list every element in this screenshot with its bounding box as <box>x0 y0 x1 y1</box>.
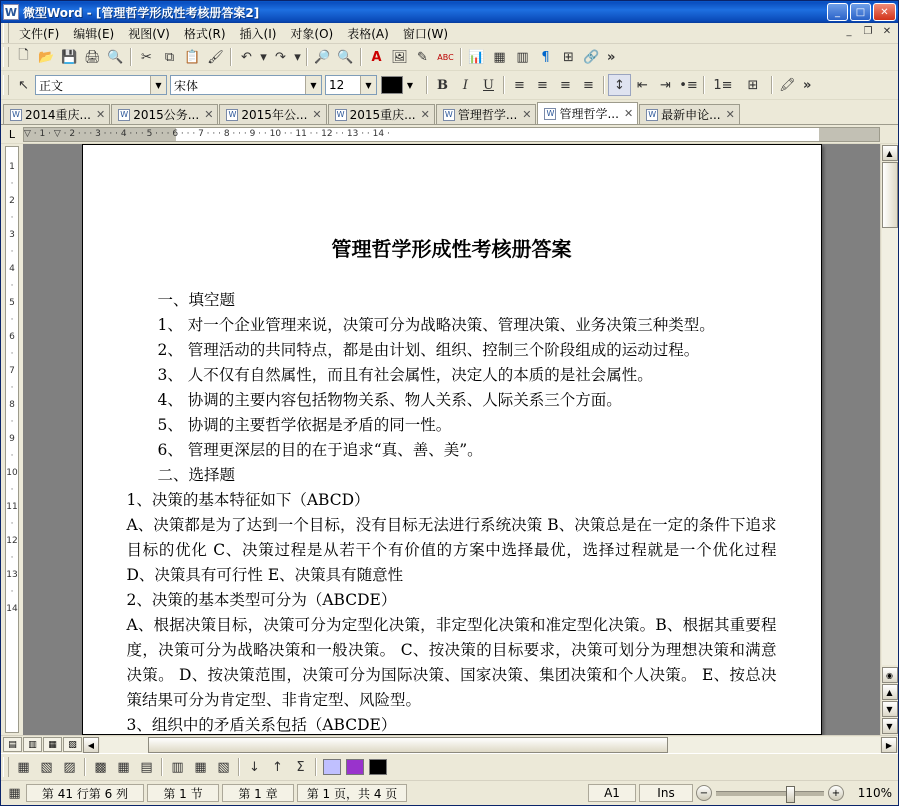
close-icon[interactable]: ✕ <box>623 107 634 120</box>
scroll-left-icon[interactable]: ◀ <box>83 737 99 753</box>
fill-color-swatch <box>323 759 341 775</box>
drawbar-separator <box>84 758 86 776</box>
borders-button[interactable]: ⊞ <box>747 77 759 93</box>
drawbar-separator <box>238 758 240 776</box>
close-icon[interactable]: ✕ <box>725 108 735 121</box>
normal-view-button[interactable]: ▤ <box>3 737 22 752</box>
paragraph-fill-3: 3、 人不仅有自然属性，而且有社会属性，决定人的本质的是社会属性。 <box>157 366 653 384</box>
word-doc-icon: W <box>118 109 130 121</box>
page-content[interactable] <box>127 233 777 735</box>
format-painter-icon[interactable]: 🖌 <box>207 49 224 65</box>
font-size-combobox[interactable] <box>325 75 377 95</box>
border-color-button[interactable] <box>366 756 389 778</box>
underline-button[interactable]: U <box>483 77 494 93</box>
document-tab-7[interactable] <box>639 104 740 124</box>
chevron-down-icon[interactable]: ▼ <box>150 76 166 94</box>
text-box-icon[interactable]: A <box>371 49 382 65</box>
font-color-swatch <box>381 76 403 94</box>
document-tab-label: 2015重庆... <box>349 108 416 122</box>
table-align-icon[interactable]: ▤ <box>140 759 153 775</box>
pencil-icon[interactable]: ✎ <box>417 49 428 65</box>
copy-icon[interactable]: ⧉ <box>164 49 175 65</box>
paragraph-choice-2-options: A、根据决策目标，决策可分为定型化决策，非定型化决策和准定型化决策。B、根据其重要程度，决策可分为战略决策和一般决策。 C、按决策的目标要求，决策可划分为理想决策和满意决策。 D、按决策范围，决策可分为国际决策、国家决策、集团决策和个人决策。 E、按总决策结果可分为肯定型、非肯定型、风险型。 <box>126 616 777 709</box>
undo-dropdown-icon[interactable]: ▾ <box>260 49 267 65</box>
chapter-number-status: 第 1 章 <box>222 784 294 802</box>
vruler-num-11: 11 <box>6 502 18 512</box>
menubar-grip[interactable] <box>3 23 9 43</box>
close-icon[interactable]: ✕ <box>420 108 430 121</box>
insert-chart-icon[interactable]: 📊 <box>468 49 485 65</box>
title-bar <box>1 1 898 23</box>
print-preview-icon[interactable]: 🔍 <box>107 49 124 65</box>
paragraph-section-1: 一、填空题 <box>157 291 236 309</box>
table-split-icon[interactable]: ▦ <box>117 759 130 775</box>
header-footer-icon[interactable]: ⊞ <box>563 49 574 65</box>
window-title: 微型Word - [管理哲学形成性考核册答案2] <box>23 5 260 20</box>
document-window-controls <box>841 24 895 39</box>
document-tab-6-active[interactable] <box>537 102 638 124</box>
paste-icon[interactable]: 📋 <box>184 49 201 65</box>
cut-icon[interactable]: ✂ <box>141 49 152 65</box>
new-document-icon[interactable]: 🗋 <box>18 48 29 63</box>
document-tab-2[interactable] <box>111 104 218 124</box>
menu-view[interactable]: 视图(V) <box>128 26 170 41</box>
paragraph-fill-5: 5、 协调的主要哲学依据是矛盾的同一性。 <box>157 416 452 434</box>
open-document-icon[interactable]: 📂 <box>38 49 55 65</box>
toolbar-separator <box>460 48 462 66</box>
drawbar-separator <box>315 758 317 776</box>
zoom-control[interactable] <box>696 785 892 801</box>
table-sort-asc-icon[interactable]: ↓ <box>249 759 260 775</box>
font-value: 宋体 <box>174 78 199 93</box>
scroll-right-icon[interactable]: ▶ <box>881 737 897 753</box>
save-document-icon[interactable]: 💾 <box>61 49 78 65</box>
document-tab-label: 2014重庆... <box>25 108 91 122</box>
menu-object[interactable]: 对象(O) <box>290 26 334 41</box>
formatbar-overflow-icon[interactable]: » <box>803 77 812 93</box>
zoom-level-value: 110% <box>857 786 892 800</box>
paragraph-fill-2: 2、 管理活动的共同特点，都是由计划、组织、控制三个阶段组成的运动过程。 <box>157 341 700 359</box>
view-buttons <box>3 737 83 752</box>
word-doc-icon: W <box>544 108 556 120</box>
scroll-down-icon[interactable]: ▼ <box>882 718 898 734</box>
line-color-button[interactable] <box>343 756 366 778</box>
vertical-scrollbar[interactable] <box>880 144 898 735</box>
close-icon[interactable]: ✕ <box>95 108 106 121</box>
table-grid-icon[interactable]: ▦ <box>17 759 30 775</box>
line-color-swatch <box>346 759 364 775</box>
word-doc-icon: W <box>646 109 658 121</box>
cell-reference-status: A1 <box>588 784 636 802</box>
show-marks-icon[interactable]: ¶ <box>541 49 550 65</box>
menu-insert[interactable]: 插入(I) <box>239 26 277 41</box>
horizontal-scroll-track[interactable] <box>100 737 880 753</box>
vertical-ruler-scale: 1 · 2 · 3 · 4 · 5 · 6 · 7 · 8 · 9 · 10 · 11 · 12 · 13 · 14 <box>5 146 19 733</box>
highlight-button[interactable]: 🖍 <box>779 77 796 93</box>
vruler-num-8: 8 <box>9 400 15 410</box>
status-bar <box>1 780 898 805</box>
paragraph-fill-6: 6、 管理更深层的目的在于追求“真、善、美”。 <box>157 441 483 459</box>
table-draw-icon[interactable]: ▧ <box>40 759 53 775</box>
formatbar-separator <box>503 76 505 94</box>
insert-image-icon[interactable]: 🖼 <box>391 49 408 65</box>
menu-bar <box>1 23 898 44</box>
menu-format[interactable]: 格式(R) <box>183 26 226 41</box>
zoom-slider-thumb[interactable] <box>786 786 795 803</box>
vruler-num-4: 4 <box>9 264 15 274</box>
standard-toolbar <box>1 44 898 71</box>
numbering-button[interactable]: 1≡ <box>713 77 733 93</box>
redo-icon[interactable]: ↷ <box>275 49 286 65</box>
outline-view-button[interactable]: ▧ <box>63 737 82 752</box>
print-icon[interactable]: 🖨 <box>84 49 101 65</box>
drawbar-separator <box>161 758 163 776</box>
increase-indent-button[interactable]: ⇥ <box>660 77 671 93</box>
ruler-row <box>1 125 898 144</box>
vruler-num-2: 2 <box>9 196 15 206</box>
vertical-scroll-thumb[interactable] <box>882 162 898 228</box>
bold-button[interactable]: B <box>437 77 448 93</box>
document-tab-4[interactable] <box>328 104 435 124</box>
paragraph-choice-1: 1、决策的基本特征如下（ABCD） <box>126 491 370 509</box>
document-tab-label: 2015公务... <box>133 108 200 122</box>
document-tab-label: 2015年公... <box>241 108 308 122</box>
hyperlink-icon[interactable]: 🔗 <box>583 49 600 65</box>
decrease-indent-button[interactable]: ⇤ <box>637 77 648 93</box>
menu-edit[interactable]: 编辑(E) <box>73 26 115 41</box>
document-heading: 管理哲学形成性考核册答案 <box>331 237 572 261</box>
main-area <box>1 144 898 735</box>
cursor-position-status: 第 41 行第 6 列 <box>26 784 144 802</box>
formatbar-separator <box>603 76 605 94</box>
vruler-num-7: 7 <box>9 366 15 376</box>
document-tab-label: 管理哲学... <box>457 108 518 122</box>
table-distribute-rows-icon[interactable]: ▥ <box>171 759 184 775</box>
ruler-tick-labels: ▽ · 1 · ▽ · 2 · · · 3 · · · 4 · · · 5 · · · 6 · · · 7 · · · 8 · · · 9 · · 10 · · 11 · · 12 · · 13 · · 14 · <box>24 128 390 139</box>
vertical-ruler[interactable] <box>1 144 23 735</box>
vruler-num-13: 13 <box>6 570 18 580</box>
table-distribute-cols-icon[interactable]: ▦ <box>194 759 207 775</box>
toolbar-separator <box>360 48 362 66</box>
paragraph-choice-3: 3、组织中的矛盾关系包括（ABCDE） <box>126 716 397 734</box>
line-spacing-button[interactable]: ↕ <box>608 74 631 96</box>
menu-table[interactable]: 表格(A) <box>347 26 389 41</box>
align-left-button[interactable]: ≡ <box>514 77 525 93</box>
chevron-down-icon[interactable]: ▼ <box>406 80 414 90</box>
select-format-icon[interactable]: ↖ <box>18 77 29 93</box>
close-icon[interactable]: ✕ <box>204 108 214 121</box>
zoom-out-icon[interactable]: − <box>696 785 712 801</box>
toolbar-overflow-icon[interactable]: » <box>607 49 616 65</box>
toolbar-separator <box>306 48 308 66</box>
table-toolbar-grip[interactable] <box>3 757 9 777</box>
section-number-status: 第 1 节 <box>147 784 219 802</box>
align-justify-button[interactable]: ≡ <box>583 77 594 93</box>
document-tab-1[interactable] <box>3 104 110 124</box>
style-value: 正文 <box>39 78 64 93</box>
zoom-in-icon[interactable]: + <box>828 785 844 801</box>
document-tab-5[interactable] <box>436 104 537 124</box>
vruler-num-14: 14 <box>6 604 18 614</box>
document-tab-strip <box>1 100 898 125</box>
vruler-num-9: 9 <box>9 434 15 444</box>
vruler-num-5: 5 <box>9 298 15 308</box>
menu-file[interactable]: 文件(F) <box>19 26 60 41</box>
vruler-num-1: 1 <box>9 162 15 172</box>
zoom-slider-track[interactable] <box>716 791 824 796</box>
horizontal-scroll-thumb[interactable] <box>148 737 668 753</box>
formatbar-separator <box>703 76 705 94</box>
document-canvas[interactable] <box>23 144 880 735</box>
next-page-icon[interactable]: ▼ <box>882 701 898 717</box>
document-tab-3[interactable] <box>219 104 326 124</box>
formatting-toolbar <box>1 71 898 100</box>
vruler-num-10: 10 <box>6 468 18 478</box>
table-erase-icon[interactable]: ▨ <box>63 759 76 775</box>
word-doc-icon: W <box>10 109 22 121</box>
columns-icon[interactable]: ▥ <box>516 49 529 65</box>
paragraph-choice-1-options: A、决策都是为了达到一个目标，没有目标无法进行系统决策 B、决策总是在一定的条件下追求目标的优化 C、决策过程是从若干个有价值的方案中选择最优，选择过程就是一个优化过程 D、决策具有可行性 E、决策具有随意性 <box>126 516 777 584</box>
vruler-num-3: 3 <box>9 230 15 240</box>
select-browse-object-icon[interactable]: ◉ <box>882 667 898 683</box>
table-merge-icon[interactable]: ▩ <box>94 759 107 775</box>
table-sort-desc-icon[interactable]: ↑ <box>272 759 283 775</box>
table-autoformat-icon[interactable]: ▧ <box>217 759 230 775</box>
word-doc-icon: W <box>226 109 238 121</box>
document-restore-button[interactable]: ❐ <box>863 26 873 37</box>
font-color-button[interactable] <box>380 74 420 96</box>
close-icon[interactable]: ✕ <box>312 108 322 121</box>
toolbar-separator <box>230 48 232 66</box>
document-tab-label: 管理哲学... <box>559 107 619 121</box>
print-layout-view-button[interactable]: ▦ <box>43 737 62 752</box>
paragraph-choice-2: 2、决策的基本类型可分为（ABCDE） <box>126 591 397 609</box>
table-sum-icon[interactable]: Σ <box>296 759 305 775</box>
align-right-button[interactable]: ≡ <box>560 77 571 93</box>
chevron-down-icon[interactable]: ▼ <box>305 76 321 94</box>
formatting-toolbar-grip[interactable] <box>3 75 9 95</box>
standard-toolbar-grip[interactable] <box>3 47 9 67</box>
document-tab-label: 最新申论... <box>661 108 721 122</box>
table-toolbar <box>1 753 898 780</box>
zoom-out-icon[interactable]: 🔍 <box>337 49 354 65</box>
redo-dropdown-icon[interactable]: ▾ <box>294 49 301 65</box>
minimize-button[interactable]: _ <box>827 3 848 21</box>
fill-color-button[interactable] <box>320 756 343 778</box>
paragraph-fill-1: 1、 对一个企业管理来说，决策可分为战略决策、管理决策、业务决策三种类型。 <box>157 316 715 334</box>
web-layout-view-button[interactable]: ▥ <box>23 737 42 752</box>
horizontal-scroll-row <box>1 735 898 753</box>
vruler-num-6: 6 <box>9 332 15 342</box>
chevron-down-icon[interactable]: ▼ <box>360 76 376 94</box>
formatbar-separator <box>426 76 428 94</box>
close-button[interactable]: ✕ <box>873 3 896 21</box>
scroll-up-icon[interactable]: ▲ <box>882 145 898 161</box>
close-icon[interactable]: ✕ <box>522 108 532 121</box>
italic-button[interactable]: I <box>462 77 469 93</box>
document-page[interactable] <box>82 144 822 735</box>
spell-check-icon[interactable]: ABC <box>437 52 454 62</box>
menu-window[interactable]: 窗口(W) <box>402 26 449 41</box>
align-center-button[interactable]: ≡ <box>537 77 548 93</box>
maximize-button[interactable]: □ <box>850 3 871 21</box>
page-of-total-status: 第 1 页，共 4 页 <box>297 784 407 802</box>
style-combobox[interactable] <box>35 75 167 95</box>
tab-stop-selector[interactable]: L <box>8 127 16 141</box>
zoom-in-icon[interactable]: 🔎 <box>314 49 331 65</box>
border-color-swatch <box>369 759 387 775</box>
font-combobox[interactable] <box>170 75 322 95</box>
bullets-button[interactable]: •≡ <box>679 77 698 93</box>
toolbar-separator <box>130 48 132 66</box>
undo-icon[interactable]: ↶ <box>241 49 252 65</box>
font-size-value: 12 <box>329 78 345 92</box>
document-minimize-button[interactable]: _ <box>846 26 852 37</box>
paragraph-section-2: 二、选择题 <box>157 466 236 484</box>
document-close-button[interactable]: ✕ <box>882 26 892 37</box>
word-doc-icon: W <box>443 109 455 121</box>
horizontal-ruler[interactable] <box>23 127 880 142</box>
window-controls <box>827 3 896 21</box>
application-icon: W <box>4 5 18 19</box>
formatbar-separator <box>771 76 773 94</box>
vertical-scroll-track[interactable] <box>882 162 898 665</box>
vruler-num-12: 12 <box>6 536 18 546</box>
word-doc-icon: W <box>335 109 347 121</box>
paragraph-fill-4: 4、 协调的主要内容包括物物关系、物人关系、人际关系三个方面。 <box>157 391 622 409</box>
insert-table-icon[interactable]: ▦ <box>493 49 506 65</box>
document-body[interactable] <box>127 288 777 735</box>
status-grid-icon[interactable]: ▦ <box>8 785 21 801</box>
previous-page-icon[interactable]: ▲ <box>882 684 898 700</box>
insert-mode-status: Ins <box>639 784 693 802</box>
